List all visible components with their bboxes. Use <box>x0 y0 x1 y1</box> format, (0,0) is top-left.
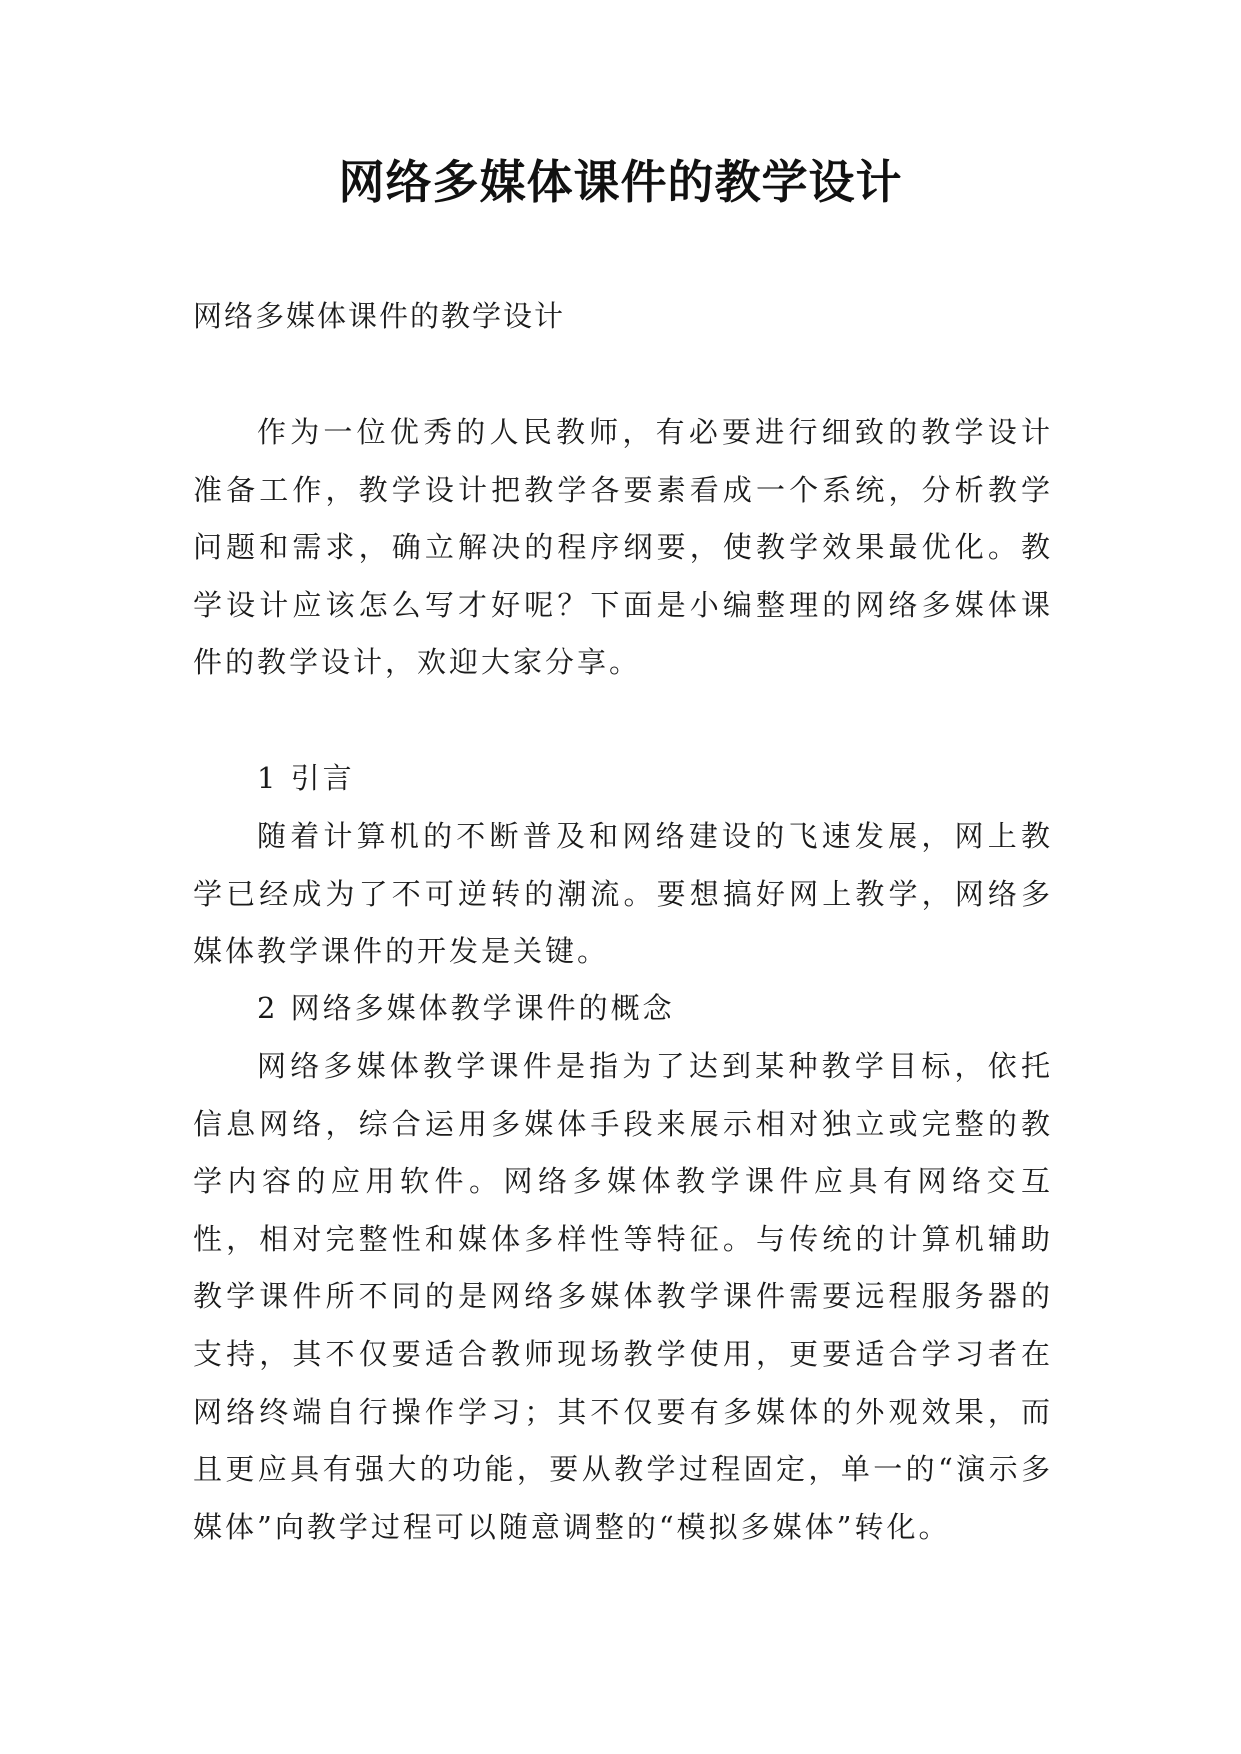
section-heading-2: 2 网络多媒体教学课件的概念 <box>257 991 675 1025</box>
section-body-1: 随着计算机的不断普及和网络建设的飞速发展，网上教学已经成为了不可逆转的潮流。要想搞好网上教学，网络多媒体教学课件的开发是关键。 <box>193 819 1053 969</box>
section-body-2: 网络多媒体教学课件是指为了达到某种教学目标，依托信息网络，综合运用多媒体手段来展示相对独立或完整的教学内容的应用软件。网络多媒体教学课件应具有网络交互性，相对完整性和媒体多样性等特征。与传统的计算机辅助教学课件所不同的是网络多媒体教学课件需要远程服务器的支持，其不仅要适合教师现场教学使用，更要适合学习者在网络终端自行操作学习；其不仅要有多媒体的外观效果，而且更应具有强大的功能，要从教学过程固定，单一的“演示多媒体”向教学过程可以随意调整的“模拟多媒体”转化。 <box>193 1049 1053 1544</box>
document-subtitle: 网络多媒体课件的教学设计 <box>193 299 566 333</box>
section-heading-1: 1 引言 <box>257 761 355 795</box>
intro-paragraph: 作为一位优秀的人民教师，有必要进行细致的教学设计准备工作，教学设计把教学各要素看成一个系统，分析教学问题和需求，确立解决的程序纲要，使教学效果最优化。教学设计应该怎么写才好呢？下面是小编整理的网络多媒体课件的教学设计，欢迎大家分享。 <box>193 415 1053 680</box>
page-title: 网络多媒体课件的教学设计 <box>338 155 903 209</box>
